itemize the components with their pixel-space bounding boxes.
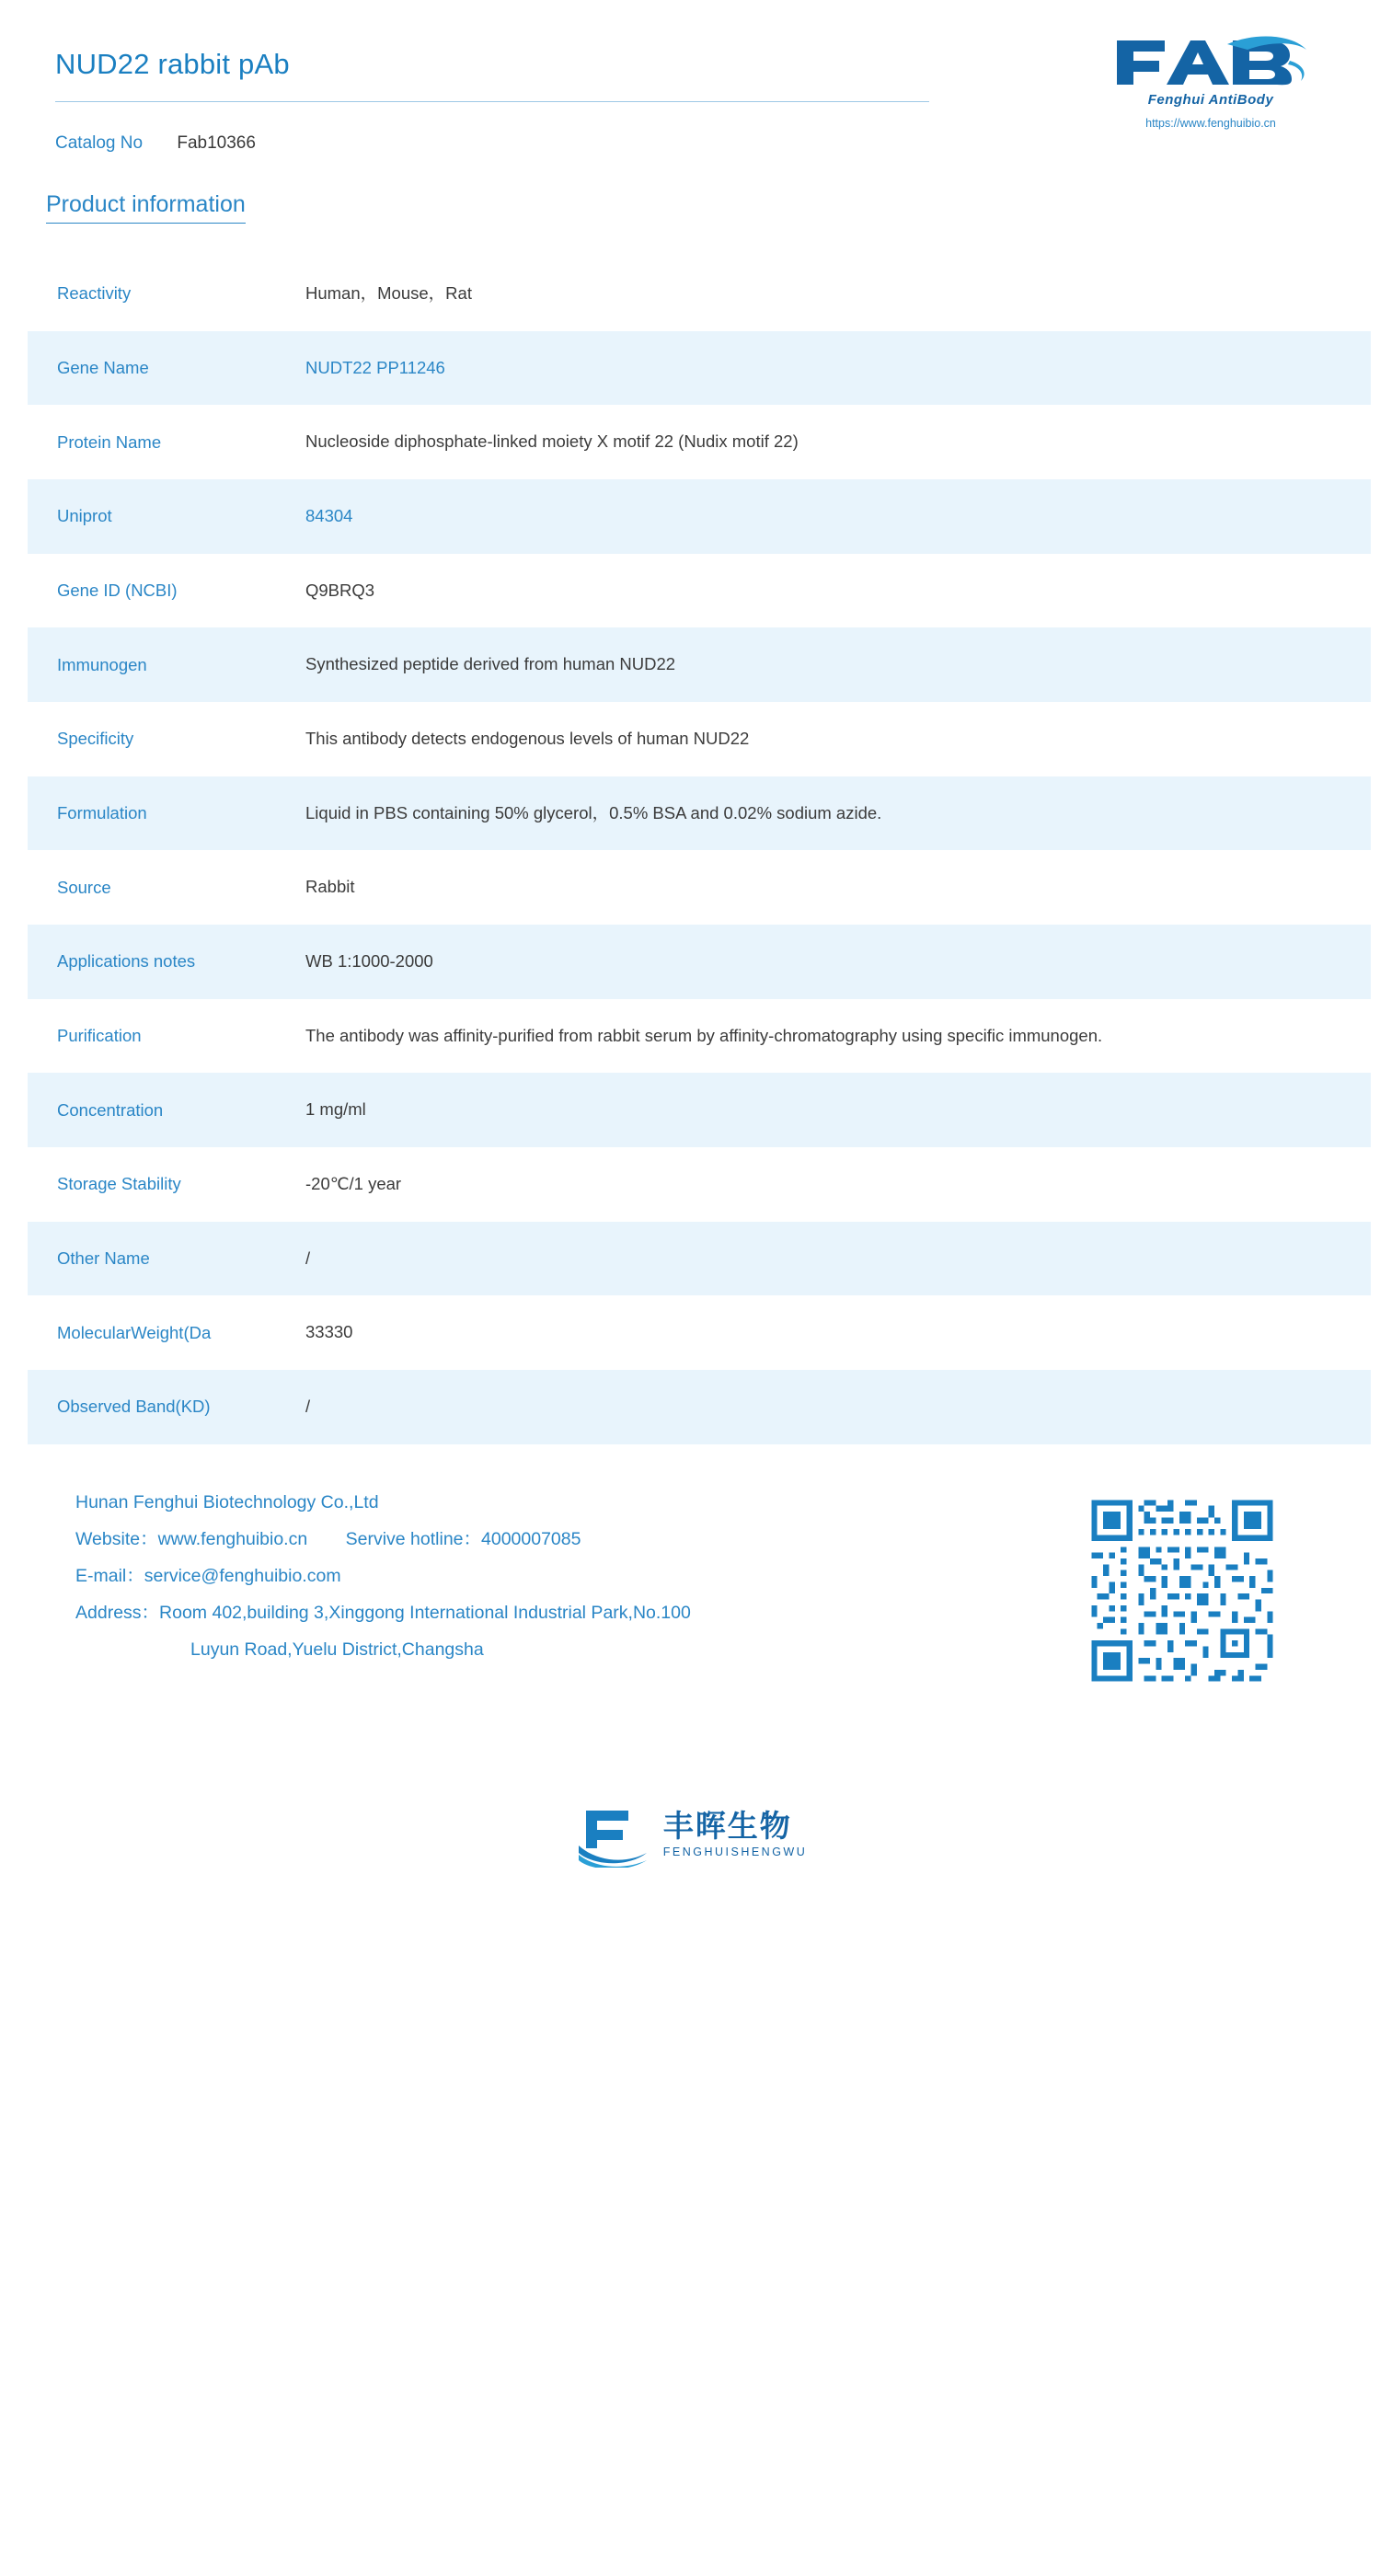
email-label[interactable]: E-mail：service@fenghuibio.com bbox=[75, 1565, 341, 1586]
address-line-1: Address：Room 402,building 3,Xinggong International Industrial Park,No.100 bbox=[75, 1602, 691, 1623]
row-label: Source bbox=[57, 877, 111, 897]
document-footer bbox=[0, 1485, 1380, 1761]
row-value: The antibody was affinity-purified from rabbit serum by affinity-chromatography using specific immunogen. bbox=[305, 1025, 1103, 1045]
catalog-label: Catalog No bbox=[55, 133, 144, 153]
row-label: Specificity bbox=[57, 729, 134, 749]
table-row bbox=[28, 776, 1371, 851]
row-label: Reactivity bbox=[57, 283, 132, 304]
row-label: Storage Stability bbox=[57, 1174, 181, 1194]
table-row bbox=[28, 405, 1371, 479]
product-information-table bbox=[28, 257, 1371, 1444]
row-value[interactable]: NUDT22 PP11246 bbox=[305, 357, 445, 377]
row-value: 1 mg/ml bbox=[305, 1099, 366, 1120]
row-label: Immunogen bbox=[57, 654, 147, 674]
qr-code-icon bbox=[1086, 1494, 1279, 1687]
table-row bbox=[28, 1147, 1371, 1222]
row-value: Synthesized peptide derived from human NUD22 bbox=[305, 654, 676, 674]
table-row bbox=[28, 479, 1371, 554]
fab-logo-icon bbox=[1110, 33, 1312, 90]
row-label: Uniprot bbox=[57, 506, 112, 526]
row-label: Gene Name bbox=[57, 358, 149, 377]
row-label: Purification bbox=[57, 1026, 142, 1046]
table-row bbox=[28, 925, 1371, 999]
table-row bbox=[28, 554, 1371, 628]
row-value: Human，Mouse，Rat bbox=[305, 283, 472, 303]
page-title: NUD22 rabbit pAb bbox=[55, 48, 929, 102]
bottom-logo-text-en: FENGHUISHENGWU bbox=[662, 1846, 808, 1859]
row-label: Protein Name bbox=[57, 431, 162, 452]
table-row bbox=[28, 627, 1371, 702]
address-line-2: Luyun Road,Yuelu District,Changsha bbox=[190, 1639, 484, 1660]
brand-logo bbox=[1091, 33, 1330, 130]
table-row bbox=[28, 850, 1371, 925]
brand-tagline: Fenghui AntiBody bbox=[1147, 92, 1274, 108]
catalog-row bbox=[55, 133, 1325, 154]
document-header bbox=[0, 0, 1380, 175]
table-row bbox=[28, 1222, 1371, 1296]
table-row bbox=[28, 1073, 1371, 1147]
company-name: Hunan Fenghui Biotechnology Co.,Ltd bbox=[75, 1491, 379, 1512]
row-value: Liquid in PBS containing 50% glycerol，0.5% BSA and 0.02% sodium azide. bbox=[305, 802, 882, 822]
hotline-label: Servive hotline：4000007085 bbox=[345, 1528, 581, 1549]
row-value[interactable]: 84304 bbox=[305, 506, 353, 526]
row-label: Applications notes bbox=[57, 951, 196, 972]
row-label: Gene ID (NCBI) bbox=[57, 581, 178, 601]
table-row bbox=[28, 702, 1371, 776]
row-value: Nucleoside diphosphate-linked moiety X motif 22 (Nudix motif 22) bbox=[305, 431, 799, 452]
bottom-logo-text-cn: 丰晖生物 bbox=[662, 1809, 792, 1844]
row-value: -20℃/1 year bbox=[305, 1174, 402, 1194]
table-row bbox=[28, 999, 1371, 1074]
row-label: Other Name bbox=[57, 1248, 150, 1269]
row-value: This antibody detects endogenous levels of human NUD22 bbox=[305, 729, 750, 749]
row-label: Formulation bbox=[57, 803, 147, 823]
table-row bbox=[28, 257, 1371, 331]
brand-url[interactable]: https://www.fenghuibio.cn bbox=[1145, 117, 1276, 130]
table-row bbox=[28, 1370, 1371, 1444]
row-value: 33330 bbox=[305, 1322, 353, 1342]
row-label: Concentration bbox=[57, 1099, 164, 1120]
row-label: MolecularWeight(Da bbox=[57, 1322, 212, 1342]
bottom-brand-logo bbox=[0, 1801, 1380, 1923]
row-label: Observed Band(KD) bbox=[57, 1397, 211, 1417]
catalog-value: Fab10366 bbox=[177, 133, 256, 153]
table-row bbox=[28, 1295, 1371, 1370]
row-value: WB 1:1000-2000 bbox=[305, 951, 433, 972]
row-value: / bbox=[305, 1248, 311, 1268]
row-value: Rabbit bbox=[305, 877, 355, 897]
row-value: / bbox=[305, 1397, 311, 1417]
row-value: Q9BRQ3 bbox=[305, 580, 375, 600]
table-row bbox=[28, 331, 1371, 406]
website-label[interactable]: Website：www.fenghuibio.cn bbox=[75, 1528, 308, 1549]
section-heading-product-information: Product information bbox=[46, 191, 246, 224]
fenghui-mark-icon bbox=[573, 1801, 650, 1868]
